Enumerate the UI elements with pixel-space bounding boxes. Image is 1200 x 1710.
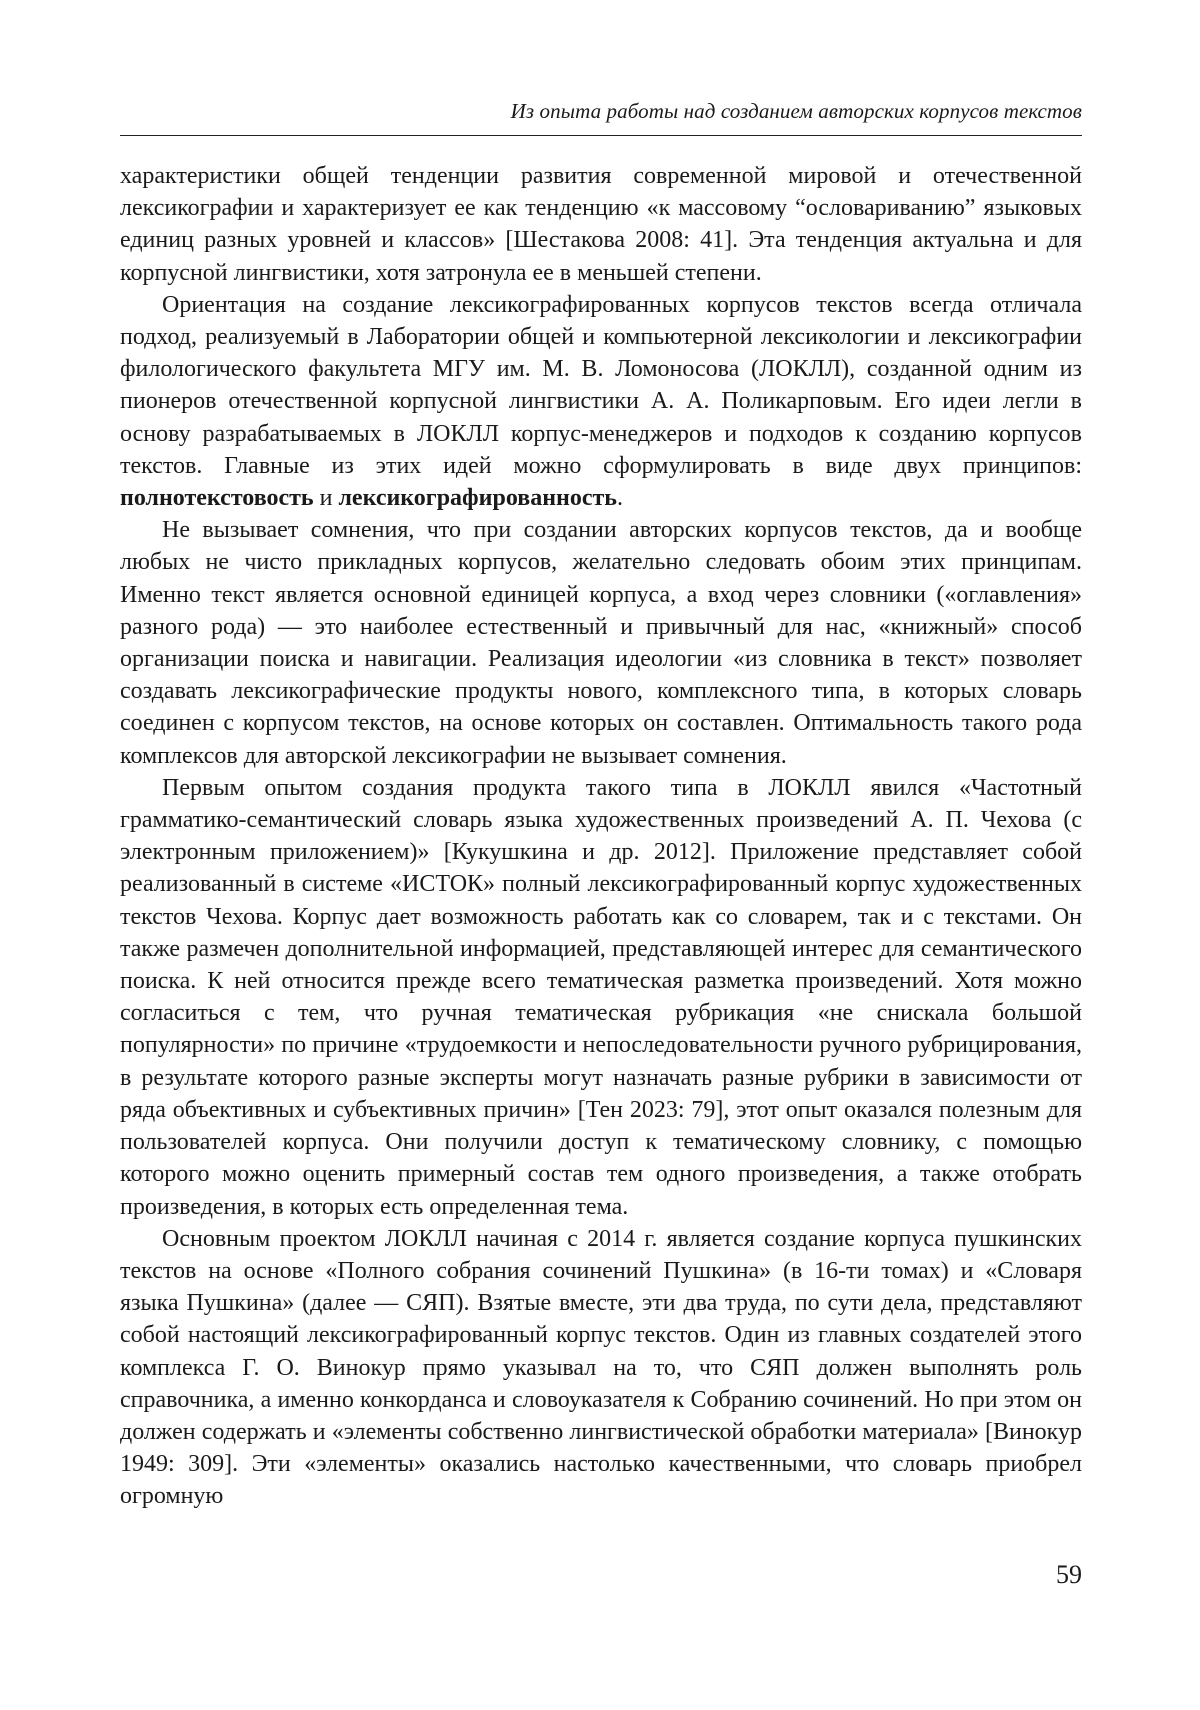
page-number: 59 bbox=[1056, 1560, 1082, 1589]
paragraph-3: Не вызывает сомнения, что при создании авторских корпусов текстов, да и вообще любых не чисто прикладных корпусов, желательно следовать обоим этих принципам. Именно текст является основной единицей корпуса, а вход через словники («оглавления» разного рода) — это наиболее естественный и привычный для нас, «книжный» способ организации поиска и навигации. Реализация идеологии «из словника в текст» позволяет создавать лексикографические продукты нового, комплексного типа, в которых словарь соединен с корпусом текстов, на основе которых он составлен. Оптимальность такого рода комплексов для авторской лексикографии не вызывает сомнения. bbox=[120, 517, 1082, 769]
paragraph-1: характеристики общей тенденции развития современной мировой и отечественной лексикографии и характеризует ее как тенденцию «к массовому “ословариванию” языковых единиц разных уровней и классов» [Шестакова 2008: 41]. Эта тенденция актуальна и для корпусной лингвистики, хотя затронула ее в меньшей степени. bbox=[120, 163, 1082, 286]
paragraph-2-conjunction: и bbox=[313, 485, 339, 512]
paragraph-4: Первым опытом создания продукта такого типа в ЛОКЛЛ явился «Частотный грамматико-семантический словарь языка художественных произведений А. П. Чехова (с электронным приложением)» [Кукушкина и др. 2012]. Приложение представляет собой реализованный в системе «ИСТОК» полный лексикографированный корпус художественных текстов Чехова. Корпус дает возможность работать как со словарем, так и с текстами. Он также размечен дополнительной информацией, представляющей интерес для семантического поиска. К ней относится прежде всего тематическая разметка произведений. Хотя можно согласиться с тем, что ручная тематическая рубрикация «не снискала большой популярности» по причине «трудоемкости и непоследовательности ручного рубрицирования, в результате которого разные эксперты могут назначать разные рубрики в зависимости от ряда объективных и субъективных причин» [Тен 2023: 79], этот опыт оказался полезным для пользователей корпуса. Они получили доступ к тематическому словнику, с помощью которого можно оценить примерный состав тем одного произведения, а также отобрать произведения, в которых есть определенная тема. bbox=[120, 774, 1082, 1220]
paragraph-5: Основным проектом ЛОКЛЛ начиная с 2014 г. является создание корпуса пушкинских текстов на основе «Полного собрания сочинений Пушкина» (в 16-ти томах) и «Словаря языка Пушкина» (далее — СЯП). Взятые вместе, эти два труда, по сути дела, представляют собой настоящий лексикографированный корпус текстов. Один из главных создателей этого комплекса Г. О. Винокур прямо указывал на то, что СЯП должен выполнять роль справочника, а именно конкорданса и словоуказателя к Собранию сочинений. Но при этом он должен содержать и «элементы собственно лингвистической обработки материала» [Винокур 1949: 309]. Эти «элементы» оказались настолько качественными, что словарь приобрел огромную bbox=[120, 1225, 1082, 1510]
term-full-textuality: полнотекстовость bbox=[120, 485, 314, 512]
paragraph-2 bbox=[120, 289, 1082, 514]
paragraph-2-end: . bbox=[617, 485, 623, 512]
term-lexicographization: лексикографированность bbox=[338, 485, 617, 512]
paragraph-2-text: Ориентация на создание лексикографированных корпусов текстов всегда отличала подход, реализуемый в Лаборатории общей и компьютерной лексикологии и лексикографии филологического факультета МГУ им. М. В. Ломоносова (ЛОКЛЛ), созданной одним из пионеров отечественной корпусной лингвистики А. А. Поликарповым. Его идеи легли в основу разрабатываемых в ЛОКЛЛ корпус-менеджеров и подходов к созданию корпусов текстов. Главные из этих идей можно сформулировать в виде двух принципов: bbox=[120, 291, 1082, 479]
body-text bbox=[120, 160, 1082, 1513]
running-header: Из опыта работы над созданием авторских корпусов текстов bbox=[510, 99, 1082, 123]
header-rule bbox=[120, 135, 1082, 136]
